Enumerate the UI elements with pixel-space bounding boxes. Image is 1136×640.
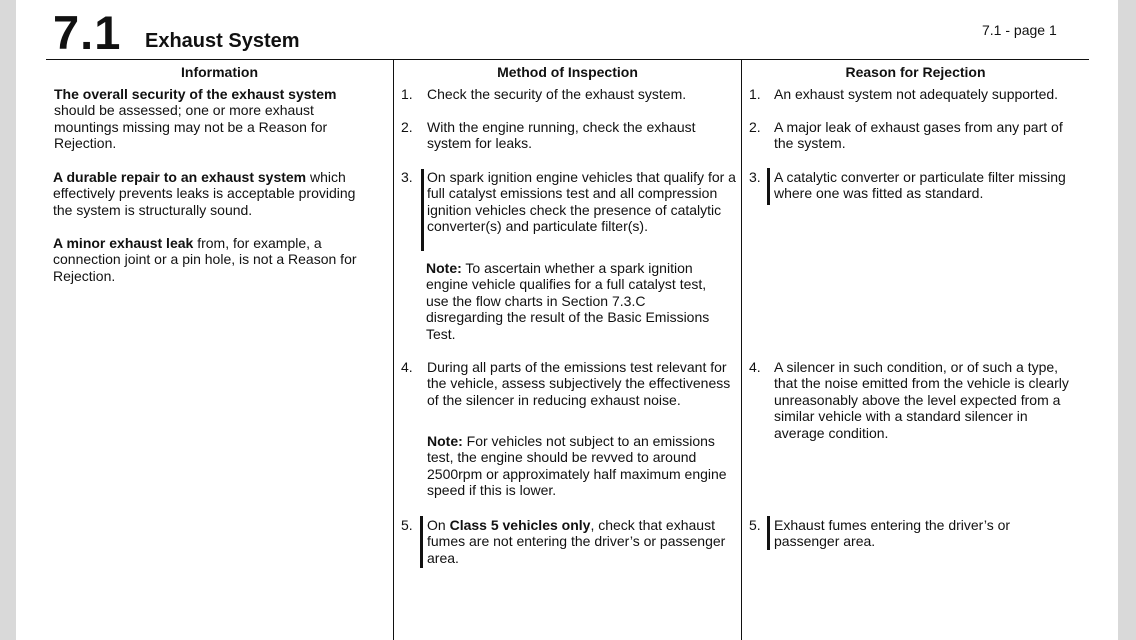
method-number: 5.	[401, 517, 413, 533]
change-bar	[767, 168, 770, 205]
reason-number: 3.	[749, 169, 761, 185]
method-number: 2.	[401, 119, 413, 135]
column-header-method: Method of Inspection	[497, 64, 638, 80]
reason-item-2: A major leak of exhaust gases from any part of the system.	[774, 119, 1063, 152]
method-item-5: On Class 5 vehicles only, check that exhaust fumes are not entering the driver’s or passenger area.	[427, 517, 726, 566]
reason-item-5: Exhaust fumes entering the driver’s or passenger area.	[774, 517, 1011, 550]
change-bar	[767, 516, 770, 550]
method-number: 1.	[401, 86, 413, 102]
column-divider-1	[393, 59, 394, 640]
reason-number: 4.	[749, 359, 761, 375]
method-item-3: On spark ignition engine vehicles that qualify for a full catalyst emissions test and all compression ignition vehicles check the presence of catalytic converter(s) and particulate filter(s).	[427, 169, 736, 235]
reason-number: 1.	[749, 86, 761, 102]
column-header-information: Information	[181, 64, 258, 80]
column-divider-2	[741, 59, 742, 640]
method-note-4: Note: For vehicles not subject to an emissions test, the engine should be revved to around 2500rpm or approximately half maximum engine speed if this is lower.	[427, 433, 727, 499]
reason-number: 5.	[749, 517, 761, 533]
info-paragraph-2: A durable repair to an exhaust system which effectively prevents leaks is acceptable providing the system is structurally sound.	[53, 169, 356, 218]
method-number: 3.	[401, 169, 413, 185]
page-reference: 7.1 - page 1	[982, 22, 1057, 38]
header-rule	[46, 59, 1089, 60]
column-header-reason: Reason for Rejection	[845, 64, 986, 80]
change-bar	[420, 516, 423, 568]
method-note-3: Note: To ascertain whether a spark ignition engine vehicle qualifies for a full catalyst test, use the flow charts in Section 7.3.C disregarding the result of the Basic Emissions Test.	[426, 260, 710, 342]
change-bar	[421, 169, 424, 251]
page-title: Exhaust System	[145, 30, 300, 52]
reason-item-1: An exhaust system not adequately supported.	[774, 86, 1059, 102]
reason-item-3: A catalytic converter or particulate filter missing where one was fitted as standard.	[774, 169, 1066, 202]
method-item-1: Check the security of the exhaust system.	[427, 86, 687, 102]
info-paragraph-3: A minor exhaust leak from, for example, a connection joint or a pin hole, is not a Reason for Rejection.	[53, 235, 357, 284]
reason-number: 2.	[749, 119, 761, 135]
document-page	[16, 0, 1118, 640]
reason-item-4: A silencer in such condition, or of such a type, that the noise emitted from the vehicle is clearly unreasonably above the level expected from a similar vehicle with a standard silencer in average condition.	[774, 359, 1069, 441]
method-item-2: With the engine running, check the exhaust system for leaks.	[427, 119, 696, 152]
method-number: 4.	[401, 359, 413, 375]
method-item-4: During all parts of the emissions test relevant for the vehicle, assess subjectively the effectiveness of the silencer in reducing exhaust noise.	[427, 359, 731, 408]
info-paragraph-1: The overall security of the exhaust system should be assessed; one or more exhaust mountings missing may not be a Reason for Rejection.	[54, 86, 337, 152]
section-number: 7.1	[53, 6, 122, 59]
